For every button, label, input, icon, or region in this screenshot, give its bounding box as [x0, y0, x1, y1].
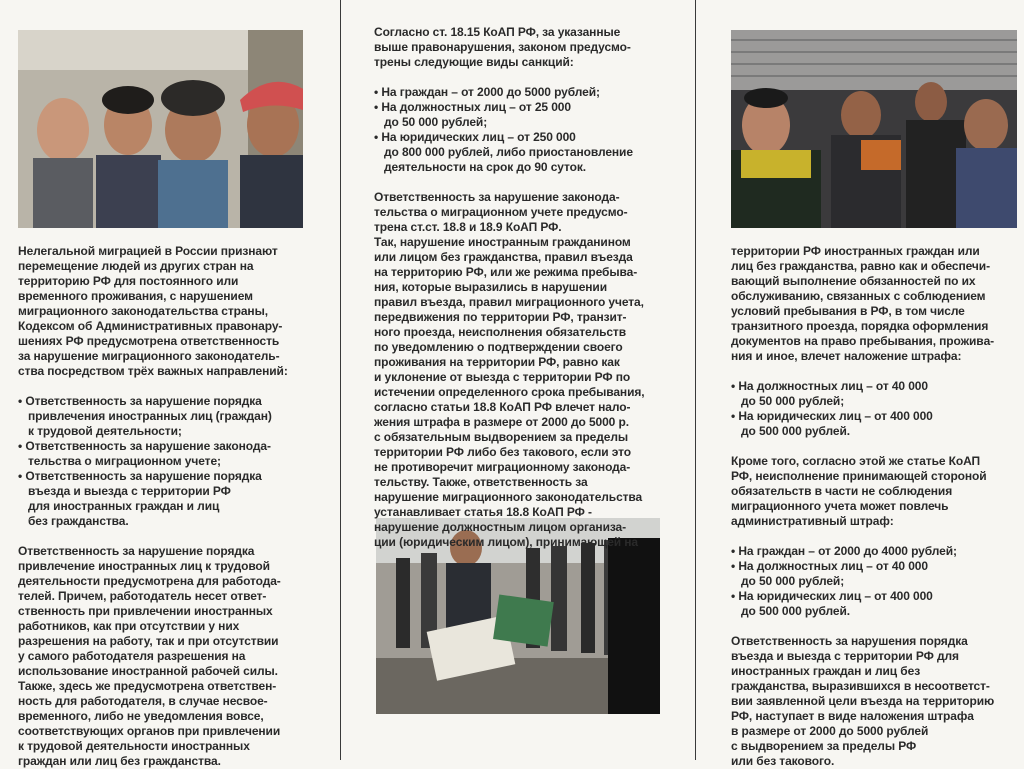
column-divider-right	[695, 0, 696, 760]
intro-paragraph: Нелегальной миграцией в России признают перемещение людей из других стран на территорию РФ для постоянного или временного проживания, с нарушением миграционного законодательства страны, Кодексом об Административных правонару- шениях РФ предусмотрена ответственность за нарушение миграционного законодатель- ства посредством трёх важных направлений:	[18, 244, 288, 378]
column-left	[18, 244, 336, 769]
photo-migrant-workers	[18, 30, 303, 228]
column-middle	[374, 25, 692, 550]
fines-list-1	[731, 379, 1021, 439]
sanctions-intro: Согласно ст. 18.15 КоАП РФ, за указанные выше правонарушения, законом предусмо- трены следующие виды санкций:	[374, 25, 631, 69]
host-party-paragraph: Кроме того, согласно этой же статье КоАП РФ, неисполнение принимающей стороной обязательств в части не соблюдения миграционного учета может повлечь административный штраф:	[731, 454, 987, 528]
list-item: • Ответственность за нарушение порядка въезда и выезда с территории РФ для иностранных граждан и лиц без гражданства.	[18, 469, 336, 529]
photo-migrant-group	[731, 30, 1017, 228]
list-item: • На юридических лиц – от 250 000 до 800 000 рублей, либо приостановление деятельности на срок до 90 суток.	[374, 130, 692, 175]
sanctions-list	[374, 85, 692, 175]
employer-paragraph: Ответственность за нарушение порядка привлечение иностранных лиц к трудовой деятельности предусмотрена для работода- телей. Причем, работодатель несет ответ- ственность при привлечении иностранных работников, как при отсутствии у них разрешения на работу, так и при отсутствии у самого работодателя разрешения на использование иностранной рабочей силы. Также, здесь же предусмотрена ответствен- ность для работодателя, в случае несвое- временного, либо не уведомления вовсе, соответствующих органов при привлечении к трудовой деятельности иностранных граждан или лиц без гражданства.	[18, 544, 281, 768]
list-item: • На должностных лиц – от 40 000 до 50 000 рублей;	[731, 559, 1021, 589]
continued-paragraph: территории РФ иностранных граждан или лиц без гражданства, равно как и обеспечи- вающий выполнение обязанностей по их обслуживанию, связанных с соблюдением условий пребывания в РФ, в том числе транзитного проезда, порядка оформления документов на право пребывания, проживa- ния и иное, влечет наложение штрафа:	[731, 244, 995, 363]
list-item: • На должностных лиц – от 40 000 до 50 000 рублей;	[731, 379, 1021, 409]
responsibility-list	[18, 394, 336, 529]
entry-exit-paragraph: Ответственность за нарушения порядка въезда и выезда с территории РФ для иностранных граждан и лиц без гражданства, выразившихся в несоответст- вии заявленной цели въезда на территорию РФ, наступает в виде наложения штрафа в размере от 2000 до 5000 рублей с выдворением за пределы РФ или без такового.	[731, 634, 995, 768]
list-item: • Ответственность за нарушение порядка привлечения иностранных лиц (граждан) к трудовой деятельности;	[18, 394, 336, 439]
list-item: • На юридических лиц – от 400 000 до 500 000 рублей.	[731, 589, 1021, 619]
list-item: • На граждан – от 2000 до 5000 рублей;	[374, 85, 692, 100]
list-item: • На должностных лиц – от 25 000 до 50 000 рублей;	[374, 100, 692, 130]
column-divider-left	[340, 0, 341, 760]
fines-list-2	[731, 544, 1021, 619]
list-item: • На граждан – от 2000 до 4000 рублей;	[731, 544, 1021, 559]
column-right	[731, 244, 1021, 769]
list-item: • На юридических лиц – от 400 000 до 500 000 рублей.	[731, 409, 1021, 439]
list-item: • Ответственность за нарушение законода- тельства о миграционном учете;	[18, 439, 336, 469]
migration-registration-paragraph: Ответственность за нарушение законода- тельства о миграционном учете предусмо- трена ст.ст. 18.8 и 18.9 КоАП РФ. Так, нарушение иностранным гражданином или лицом без гражданства, правил въезда на территорию РФ, или же режима пребыва- ния, которые выразились в нарушении правил въезда, правил миграционного учета, передвижения по территории РФ, транзит- ного проезда, неисполнения обязательств по уведомлению о подтверждении своего проживания на территории РФ, равно как и уклонение от выезда с территории РФ по истечении определенного срока пребывания, согласно статьи 18.8 КоАП РФ влечет нало- жения штрафа в размере от 2000 до 5000 р. с обязательным выдворением за пределы территории РФ либо без такового, если это не противоречит миграционному законода- тельству. Также, ответственность за нарушение миграционного законодательства устанавливает статья 18.8 КоАП РФ - нарушение должностным лицом организа- ции (юридическим лицом), принимающей на	[374, 190, 645, 549]
